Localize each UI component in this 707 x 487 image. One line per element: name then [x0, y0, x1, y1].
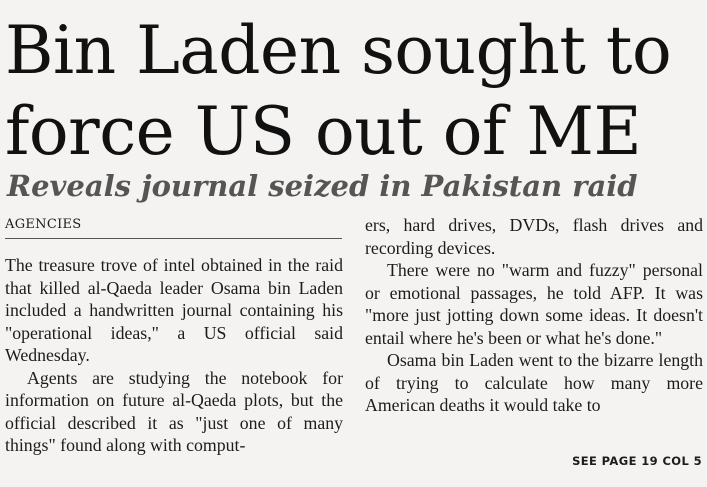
- paragraph: ers, hard drives, DVDs, flash drives and recording devices.: [365, 215, 703, 258]
- paragraph: There were no "warm and fuzzy" personal or emotional passages, he told AFP. It was "more just jotting down some ideas. It doesn't entail where he's been or what he's done.": [365, 260, 703, 348]
- paragraph: Osama bin Laden went to the bizarre length of trying to calculate how many more American deaths it would take to: [365, 350, 703, 415]
- article-column-right: [365, 214, 703, 417]
- subheadline: Reveals journal seized in Pakistan raid: [7, 169, 638, 203]
- byline: AGENCIES: [5, 217, 342, 239]
- continuation-jump-line: SEE PAGE 19 COL 5: [572, 454, 702, 468]
- article-column-left: [5, 254, 343, 457]
- paragraph: Agents are studying the notebook for information on future al-Qaeda plots, but the official described it as "just one of many things" found along with comput-: [5, 367, 343, 455]
- headline-line-1: Bin Laden sought to: [5, 12, 672, 89]
- headline-line-2: force US out of ME: [5, 93, 642, 170]
- paragraph: The treasure trove of intel obtained in the raid that killed al-Qaeda leader Osama bin Laden included a handwritten journal containing his "operational ideas," a US official said Wednesday.: [5, 255, 343, 365]
